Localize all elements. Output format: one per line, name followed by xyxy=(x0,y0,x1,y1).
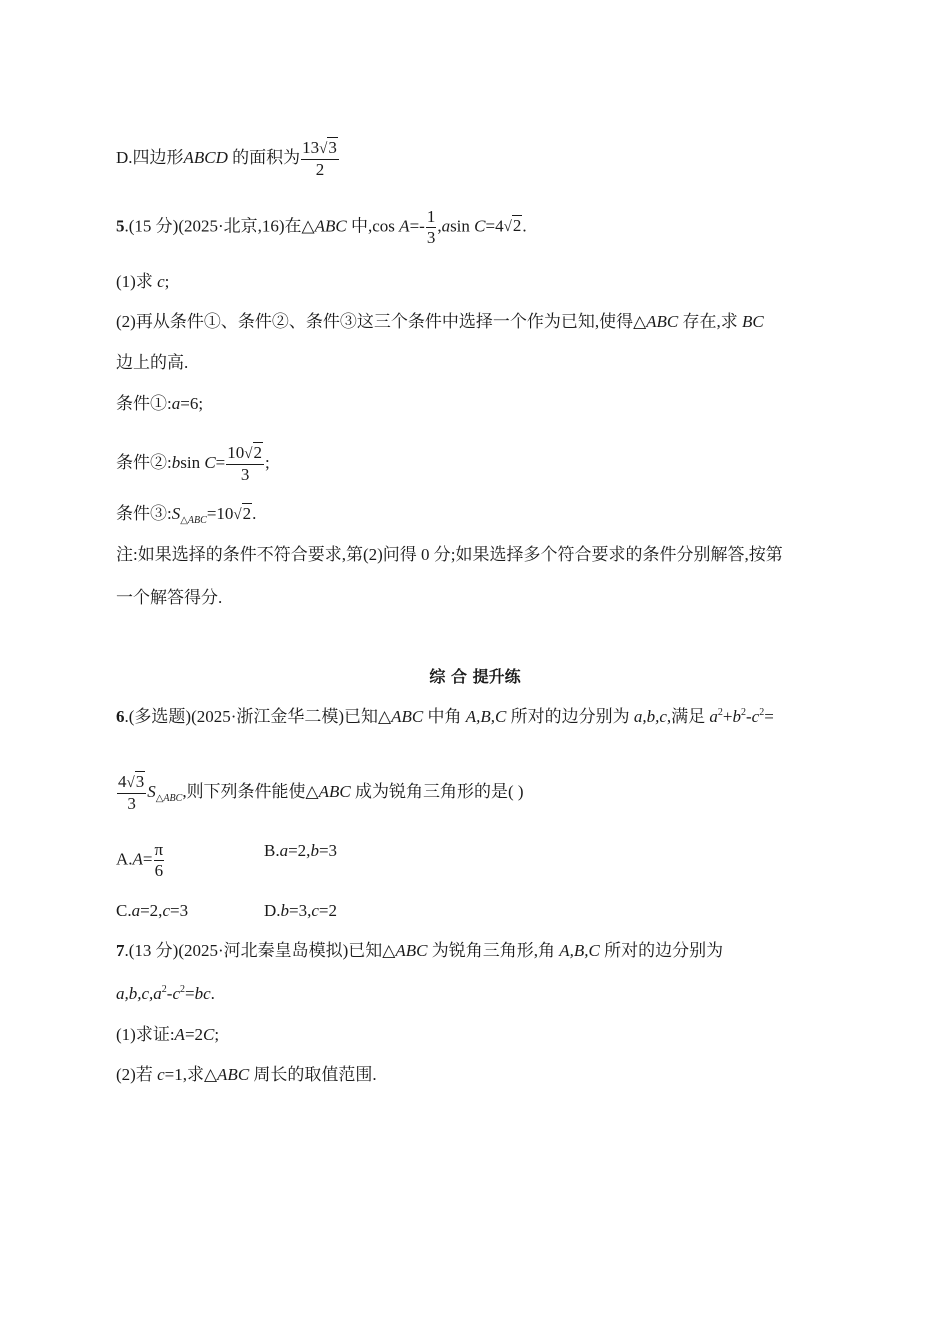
q7-part1: (1)求证:A=2C; xyxy=(116,1025,220,1044)
q6-stem: 6.(多选题)(2025·浙江金华二模)已知△ABC 中角 A,B,C 所对的边分别为 a,b,c,满足 $a^2+b^2-c^2=$ xyxy=(116,707,774,726)
q5-part2-cont: 边上的高. xyxy=(116,353,189,372)
q5-stem: 5.(15 分)(2025·北京,16)在△ABC 中,cos A=- $\frac{1}{3}$ ,asin C=4√2. xyxy=(116,207,527,247)
q6-option-c: C.a=2,c=3 xyxy=(116,901,189,920)
q5-part1: (1)求 c; xyxy=(116,272,170,291)
q6-stem-cont: $\frac{4√3}{3}$ $S_{\triangle ABC}$,则下列条件能使△ABC 成为锐角三角形的是( ) xyxy=(118,772,524,813)
q4-option-d: D.四边形ABCD 的面积为 $\frac{13√3}{2}$ xyxy=(116,138,337,179)
q5-condition-1: 条件①:a=6; xyxy=(116,394,204,413)
pi-fraction: $\frac{\pi}{6}$ xyxy=(154,840,164,880)
q5-note-cont: 一个解答得分. xyxy=(116,588,223,607)
area-fraction: $\frac{13√3}{2}$ xyxy=(302,138,337,179)
section-heading: 综 合 提升练 xyxy=(429,667,521,686)
q5-part2: (2)再从条件①、条件②、条件③这三个条件中选择一个作为已知,使得△ABC 存在,求 BC xyxy=(116,312,764,331)
q6-option-d: D.b=3,c=2 xyxy=(264,901,338,920)
q5-condition-2: 条件②:bsin C= $\frac{10√2}{3}$ ; xyxy=(116,443,270,484)
condition2-fraction: $\frac{10√2}{3}$ xyxy=(227,443,262,484)
q7-stem-cont: $a,b,c,a^2-c^2=bc$. xyxy=(116,984,215,1003)
q7-part2: (2)若 c=1,求△ABC 周长的取值范围. xyxy=(116,1065,377,1084)
q7-stem: 7.(13 分)(2025·河北秦皇岛模拟)已知△ABC 为锐角三角形,角 A,B,C 所对的边分别为 xyxy=(116,941,724,960)
cos-fraction: $\frac{1}{3}$ xyxy=(426,207,436,247)
q5-condition-3: 条件$③:S_{\triangle ABC}=10√2$. xyxy=(116,504,257,526)
q6-fraction: $\frac{4√3}{3}$ xyxy=(118,772,145,813)
q5-note: 注:如果选择的条件不符合要求,第(2)问得 0 分;如果选择多个符合要求的条件分别解答,按第 xyxy=(116,545,783,564)
q6-option-b: B.a=2,b=3 xyxy=(264,841,338,860)
q6-option-a: A.A= $\frac{\pi}{6}$ xyxy=(116,840,164,880)
